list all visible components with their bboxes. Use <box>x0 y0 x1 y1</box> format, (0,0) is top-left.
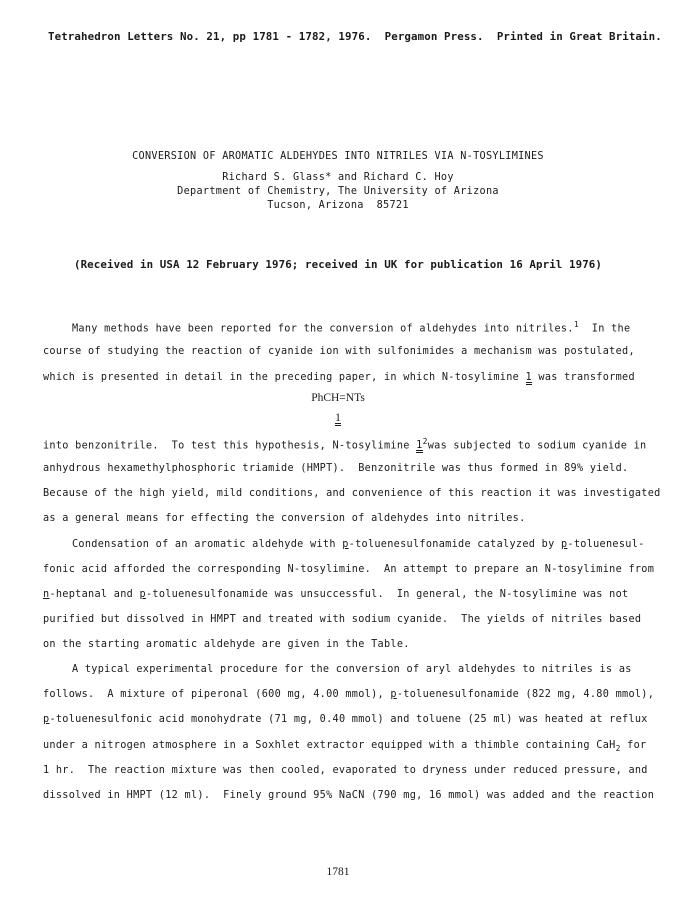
page-number: 1781 <box>326 866 350 878</box>
formula-label: 1 <box>335 412 341 424</box>
body-line: follows. A mixture of piperonal (600 mg, 4.00 mmol), p-toluenesulfonamide (822 mg, 4.80 mmol), <box>43 689 655 700</box>
body-line: Many methods have been reported for the conversion of aldehydes into nitriles.$^1$ In the <box>72 320 631 335</box>
body-line: into benzonitrile. To test this hypothesis, N-tosylimine $1^2was$ subjected to sodium cyanide in <box>43 437 647 452</box>
chemical-formula: PhCH=NTs <box>311 392 365 404</box>
address: Tucson, Arizona 85721 <box>267 200 409 211</box>
body-line: p-toluenesulfonic acid monohydrate (71 mg, 0.40 mmol) and toluene (25 ml) was heated at reflux <box>43 714 648 725</box>
compound-ref: 1 <box>525 372 532 383</box>
body-line: as a general means for effecting the conversion of aldehydes into nitriles. <box>43 513 526 524</box>
footnote-ref: 2 <box>422 437 428 446</box>
authors: Richard S. Glass* and Richard C. Hoy <box>222 172 454 183</box>
body-line: Condensation of an aromatic aldehyde with p-toluenesulfonamide catalyzed by p-toluenesul- <box>72 539 645 550</box>
footnote-ref: 1 <box>573 320 579 329</box>
body-line: which is presented in detail in the preceding paper, in which N-tosylimine 1 was transformed <box>43 372 635 383</box>
body-line: A typical experimental procedure for the conversion of aryl aldehydes to nitriles is as <box>72 664 632 675</box>
body-line: 1 hr. The reaction mixture was then cooled, evaporated to dryness under reduced pressure, and <box>43 765 648 776</box>
article-title: CONVERSION OF AROMATIC ALDEHYDES INTO NITRILES VIA N-TOSYLIMINES <box>132 151 544 162</box>
body-line: Because of the high yield, mild conditions, and convenience of this reaction it was investigated <box>43 488 661 499</box>
affiliation: Department of Chemistry, The University of Arizona <box>177 186 499 197</box>
body-line: under a nitrogen atmosphere in a Soxhlet extractor equipped with a thimble containing CaH$_2$ for <box>43 740 647 754</box>
body-line: anhydrous hexamethylphosphoric triamide (HMPT). Benzonitrile was thus formed in 89% yield. <box>43 463 629 474</box>
body-line: on the starting aromatic aldehyde are given in the Table. <box>43 639 410 650</box>
body-line: n-heptanal and p-toluenesulfonamide was unsuccessful. In general, the N-tosylimine was not <box>43 589 629 600</box>
body-line: fonic acid afforded the corresponding N-tosylimine. An attempt to prepare an N-tosylimine from <box>43 564 655 575</box>
body-line: course of studying the reaction of cyanide ion with sulfonimides a mechanism was postulated, <box>43 346 635 357</box>
compound-ref: 1 <box>416 440 423 452</box>
journal-header: Tetrahedron Letters No. 21, pp 1781 - 1782, 1976. Pergamon Press. Printed in Great Britain. <box>48 30 662 43</box>
received-dates: (Received in USA 12 February 1976; received in UK for publication 16 April 1976) <box>73 258 603 271</box>
body-line: purified but dissolved in HMPT and treated with sodium cyanide. The yields of nitriles based <box>43 614 642 625</box>
body-line: dissolved in HMPT (12 ml). Finely ground 95% NaCN (790 mg, 16 mmol) was added and the reaction <box>43 790 655 801</box>
